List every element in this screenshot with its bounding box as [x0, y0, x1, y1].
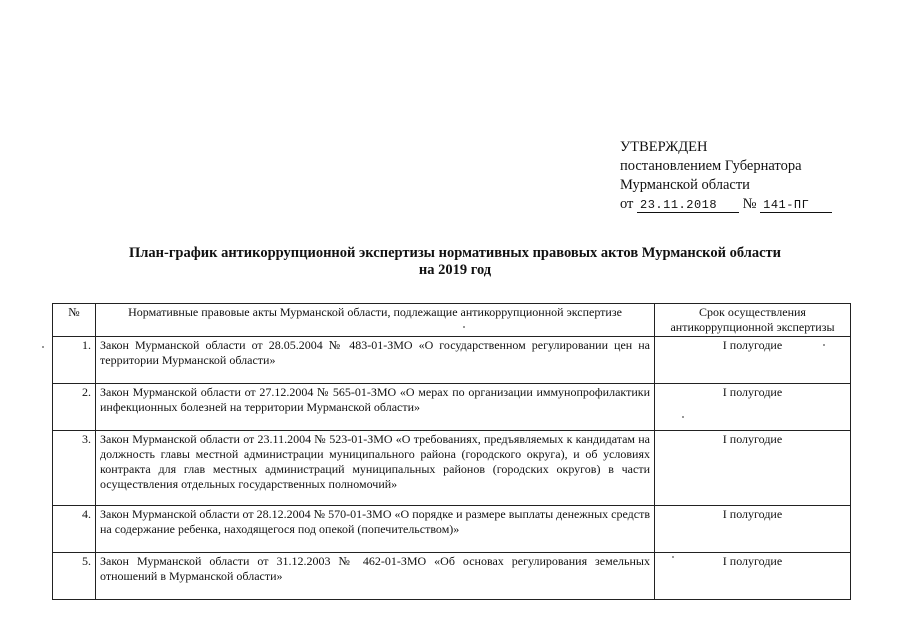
row-number: 1. — [53, 337, 96, 384]
header-number: № — [53, 304, 96, 337]
scan-speck — [823, 344, 825, 346]
row-number: 2. — [53, 384, 96, 431]
approval-stamp — [620, 138, 832, 214]
row-number: 3. — [53, 431, 96, 506]
header-acts: Нормативные правовые акты Мурманской области, подлежащие антикоррупционной экспертизе — [96, 304, 655, 337]
table-row — [53, 553, 851, 600]
approval-date: 23.11.2018 — [637, 199, 739, 213]
row-act: Закон Мурманской области от 23.11.2004 № 523-01-ЗМО «О требованиях, предъявляемых к кандидатам на должность главы местной администрации муниципального района (городского округа), и об условиях контракта для глав местных администраций муниципальных районов (городских округов) в части осуществления отдельных государственных полномочий» — [96, 431, 655, 506]
approval-date-number-line — [620, 195, 832, 214]
row-act: Закон Мурманской области от 28.05.2004 № 483-01-ЗМО «О государственном регулировании цен на территории Мурманской области» — [96, 337, 655, 384]
scan-speck — [672, 556, 674, 558]
row-act: Закон Мурманской области от 28.12.2004 № 570-01-ЗМО «О порядке и размере выплаты денежных средств на содержание ребенка, находящегося под опекой (попечительством)» — [96, 506, 655, 553]
row-term: I полугодие — [655, 384, 851, 431]
scan-speck — [463, 326, 465, 328]
row-act: Закон Мурманской области от 27.12.2004 № 565-01-ЗМО «О мерах по организации иммунопрофилактики инфекционных болезней на территории Мурманской области» — [96, 384, 655, 431]
row-number: 5. — [53, 553, 96, 600]
row-number: 4. — [53, 506, 96, 553]
row-term: I полугодие — [655, 506, 851, 553]
approval-status: УТВЕРЖДЕН — [620, 139, 708, 155]
number-prefix: № — [742, 196, 757, 212]
row-act: Закон Мурманской области от 31.12.2003 № 462-01-ЗМО «Об основах регулирования земельных отношений в Мурманской области» — [96, 553, 655, 600]
table-header-row — [53, 304, 851, 337]
row-term: I полугодие — [655, 553, 851, 600]
plan-table — [52, 303, 851, 600]
table-row — [53, 384, 851, 431]
row-term: I полугодие — [655, 337, 851, 384]
date-prefix: от — [620, 196, 634, 212]
row-term: I полугодие — [655, 431, 851, 506]
scan-speck — [682, 416, 684, 418]
table-row — [53, 337, 851, 384]
title-line-2: на 2019 год — [418, 262, 492, 278]
table-row — [53, 431, 851, 506]
approval-decree-line: постановлением Губернатора — [620, 158, 802, 174]
header-term: Срок осуществления антикоррупционной экспертизы — [655, 304, 851, 337]
title-line-1: План-график антикоррупционной экспертизы нормативных правовых актов Мурманской области — [128, 245, 782, 261]
scan-speck — [42, 346, 44, 348]
approval-number: 141-ПГ — [760, 199, 832, 213]
table-row — [53, 506, 851, 553]
document-title — [60, 245, 850, 279]
approval-region-line: Мурманской области — [620, 177, 750, 193]
